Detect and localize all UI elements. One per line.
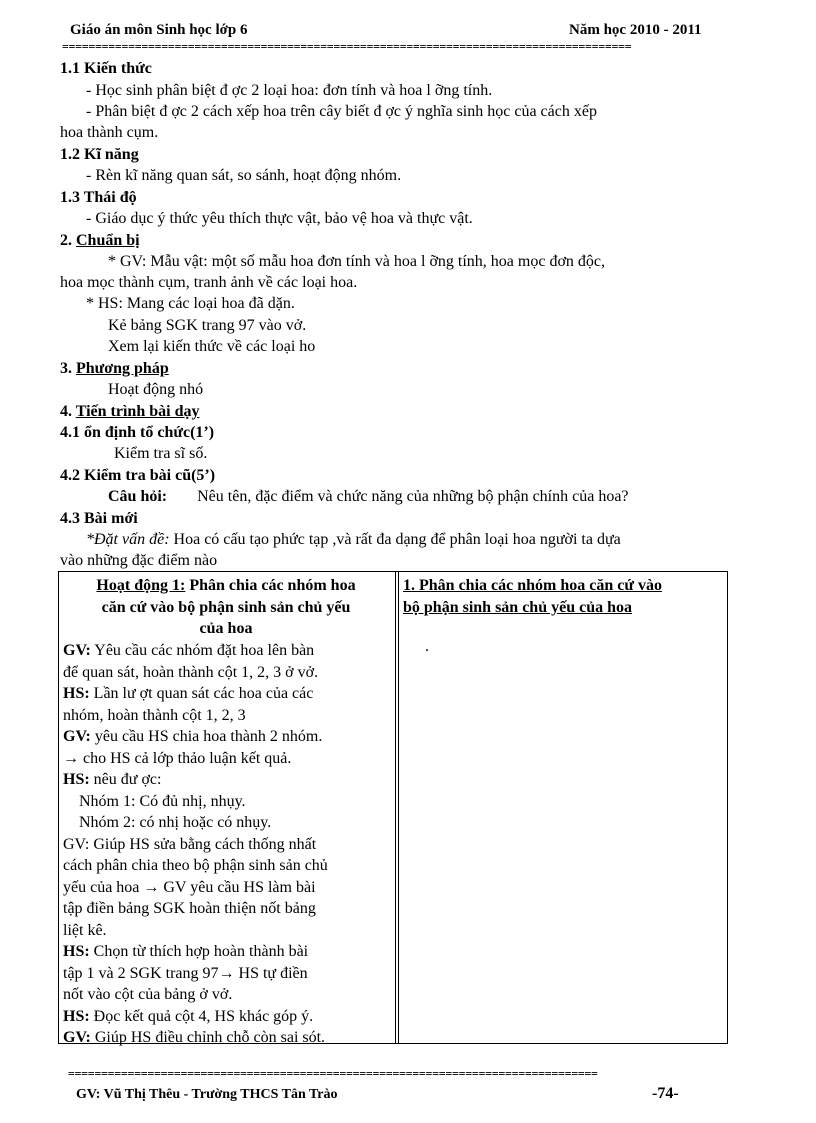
header-left: Giáo án môn Sinh học lớp 6 (70, 22, 248, 38)
step-line (63, 769, 389, 791)
step-line (63, 941, 389, 963)
section-number: 2. (60, 232, 72, 249)
step-line (63, 898, 389, 920)
text-line: - Phân biệt đ ợc 2 cách xếp hoa trên cây biết đ ợc ý nghĩa sinh học của cách xếp (86, 103, 597, 120)
section-title: 1.3 Thái độ (60, 189, 137, 206)
section-number: 4. (60, 403, 72, 420)
section-heading (60, 358, 169, 379)
section-title: 1.2 Kĩ năng (60, 146, 139, 163)
result-title-line: 1. Phân chia các nhóm hoa căn cứ vào (403, 577, 662, 594)
text-line: - Giáo dục ý thức yêu thích thực vật, bảo vệ hoa và thực vật. (86, 210, 473, 227)
text-line: * GV: Mẫu vật: một số mẫu hoa đơn tính và hoa l ỡng tính, hoa mọc đơn độc, (108, 253, 606, 270)
step-text: → cho HS cả lớp thảo luận kết quả. (63, 749, 292, 767)
section-title: Chuẩn bị (76, 232, 140, 249)
step-text: liệt kê. (63, 921, 107, 939)
subsection-title: 4.2 Kiểm tra bài cũ(5’) (60, 467, 216, 484)
problem-line (86, 529, 621, 550)
step-text: tập 1 và 2 SGK trang 97→ HS tự điền (63, 964, 308, 982)
step-line (63, 812, 389, 834)
page-number: -74- (652, 1085, 679, 1102)
step-line (63, 920, 389, 942)
step-text: cách phân chia theo bộ phận sinh sản chủ (63, 857, 328, 874)
text-line: vào những đặc điểm nào (60, 552, 218, 569)
text-line: - Học sinh phân biệt đ ợc 2 loại hoa: đơn tính và hoa l ỡng tính. (86, 82, 493, 99)
step-text: nhóm, hoàn thành cột 1, 2, 3 (63, 706, 246, 724)
step-text: Đọc kết quả cột 4, HS khác góp ý. (89, 1007, 314, 1025)
step-text: Yêu cầu các nhóm đặt hoa lên bàn (90, 642, 315, 659)
step-text: yêu cầu HS chia hoa thành 2 nhóm. (90, 728, 323, 745)
text-line: hoa thành cụm. (60, 124, 159, 141)
step-line (63, 834, 389, 856)
activity-title (63, 575, 389, 640)
step-text: Nhóm 1: Có đủ nhị, nhụy. (63, 792, 246, 810)
problem-label: *Đặt vấn đề: (86, 531, 170, 548)
step-text: Lần lư ợt quan sát các hoa của các (89, 685, 314, 702)
step-line (63, 705, 389, 727)
step-label: GV: (63, 728, 91, 745)
subsection-title: 4.1 ổn định tổ chức(1’) (60, 424, 215, 441)
step-text: Chọn từ thích hợp hoàn thành bài (89, 943, 309, 960)
step-text: nêu đư ợc: (89, 771, 162, 788)
step-line (63, 683, 389, 705)
step-line (63, 791, 389, 813)
step-line (63, 662, 389, 684)
step-text: yếu của hoa → GV yêu cầu HS làm bài (63, 878, 316, 896)
activity-steps (63, 640, 389, 1049)
footer-rule: ================================================================================ (68, 1069, 598, 1079)
question-text: Nêu tên, đặc điểm và chức năng của những bộ phận chính của hoa? (197, 488, 629, 505)
section-title: Phương pháp (76, 360, 169, 377)
result-title-line: bộ phận sinh sản chủ yếu của hoa (403, 598, 632, 616)
activity-title-line: của hoa (199, 620, 253, 637)
header-right: Năm học 2010 - 2011 (569, 22, 702, 38)
step-line (63, 984, 389, 1006)
step-line (63, 1006, 389, 1028)
section-heading (60, 401, 199, 422)
activity-table (58, 571, 728, 1044)
section-title: Tiến trình bài dạy (75, 403, 200, 420)
step-line (63, 855, 389, 877)
text-line: hoa mọc thành cụm, tranh ảnh về các loại hoa. (60, 274, 358, 291)
column-divider (398, 572, 399, 1043)
section-title: 1.1 Kiến thức (60, 60, 152, 77)
step-line (63, 963, 389, 985)
step-label: HS: (63, 1007, 90, 1025)
question-line (108, 486, 629, 507)
step-label: GV: (63, 1029, 91, 1046)
subsection-title: 4.3 Bài mới (60, 510, 138, 527)
activity-title-text: Phân chia các nhóm hoa (185, 577, 356, 594)
text-line: - Rèn kĩ năng quan sát, so sánh, hoạt động nhóm. (86, 167, 402, 184)
result-placeholder: . (425, 638, 429, 655)
column-divider (395, 572, 396, 1043)
activity-title-line: căn cứ vào bộ phận sinh sản chủ yếu (101, 598, 351, 616)
text-line: * HS: Mang các loại hoa đã dặn. (86, 295, 295, 312)
text-line: Hoạt động nhó (108, 381, 204, 398)
text-line: Kẻ bảng SGK trang 97 vào vở. (108, 317, 307, 334)
step-line (63, 726, 389, 748)
step-line (63, 877, 389, 899)
section-number: 3. (60, 360, 72, 377)
text-line: Xem lại kiến thức về các loại ho (108, 338, 316, 355)
result-title (403, 575, 662, 618)
text-line: Kiểm tra sĩ số. (114, 445, 208, 462)
step-label: HS: (63, 685, 90, 702)
step-text: nốt vào cột của bảng ở vở. (63, 986, 233, 1003)
section-heading (60, 230, 140, 251)
step-text: Nhóm 2: có nhị hoặc có nhụy. (63, 814, 272, 831)
step-label: GV: (63, 642, 91, 659)
problem-text: Hoa có cấu tạo phức tạp ,và rất đa dạng để phân loại hoa người ta dựa (169, 531, 621, 548)
step-text: tập điền bảng SGK hoàn thiện nốt bảng (63, 900, 316, 917)
step-line (63, 748, 389, 770)
header-rule: ====================================================================================== (62, 42, 632, 52)
step-label: HS: (63, 943, 90, 960)
activity-label: Hoạt động 1: (96, 577, 186, 594)
footer-author: GV: Vũ Thị Thêu - Trường THCS Tân Trào (76, 1087, 338, 1102)
question-label: Câu hỏi: (108, 488, 168, 505)
step-text: Giúp HS điều chỉnh chỗ còn sai sót. (90, 1029, 326, 1046)
step-line (63, 1027, 389, 1049)
step-label: HS: (63, 771, 90, 788)
step-text: GV: Giúp HS sửa bằng cách thống nhất (63, 835, 317, 853)
step-text: để quan sát, hoàn thành cột 1, 2, 3 ở vở. (63, 663, 319, 681)
step-line (63, 640, 389, 662)
